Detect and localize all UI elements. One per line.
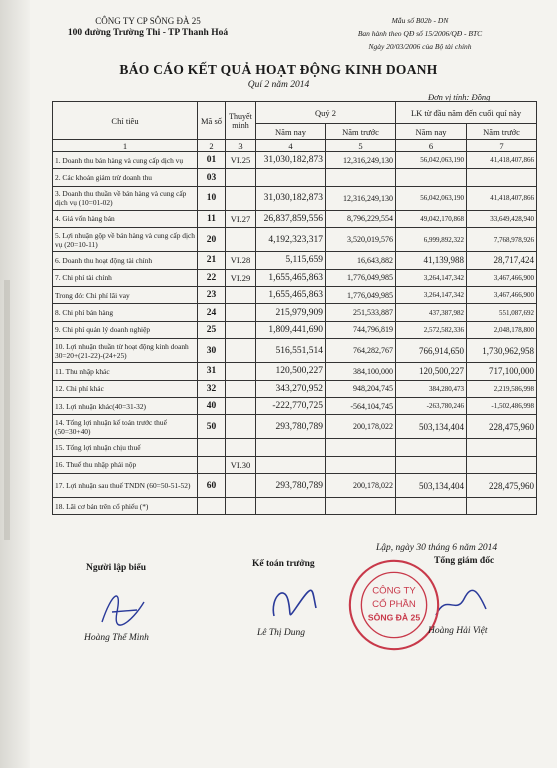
value-ytd-last-year: 3,467,466,900 bbox=[467, 286, 537, 303]
value-ytd-last-year: 717,100,000 bbox=[467, 363, 537, 380]
value-ytd-this-year: 41,139,988 bbox=[396, 252, 467, 269]
table-row bbox=[53, 152, 537, 169]
table-row bbox=[53, 286, 537, 303]
row-code: 30 bbox=[198, 339, 226, 363]
table-row bbox=[53, 415, 537, 439]
row-description: 7. Chi phí tài chính bbox=[53, 269, 198, 286]
value-q2-this-year: 31,030,182,873 bbox=[256, 186, 326, 210]
value-ytd-this-year bbox=[396, 169, 467, 186]
column-index: 6 bbox=[396, 140, 467, 152]
row-note bbox=[226, 286, 256, 303]
value-q2-this-year bbox=[256, 456, 326, 473]
row-description: 5. Lợi nhuận gộp về bán hàng và cung cấp dịch vụ (20=10-11) bbox=[53, 228, 198, 252]
seal-line-2: CỔ PHẦN bbox=[372, 598, 416, 610]
value-ytd-last-year: 2,219,586,998 bbox=[467, 380, 537, 397]
column-index: 3 bbox=[226, 140, 256, 152]
row-note bbox=[226, 186, 256, 210]
value-ytd-this-year bbox=[396, 439, 467, 456]
accountant-name: Lê Thị Dung bbox=[257, 628, 306, 638]
row-note: VI.30 bbox=[226, 456, 256, 473]
value-ytd-last-year bbox=[467, 169, 537, 186]
value-ytd-this-year: 120,500,227 bbox=[396, 363, 467, 380]
row-code: 20 bbox=[198, 228, 226, 252]
row-note bbox=[226, 498, 256, 515]
row-code: 31 bbox=[198, 363, 226, 380]
row-description: 17. Lợi nhuận sau thuế TNDN (60=50-51-52) bbox=[53, 474, 198, 498]
value-q2-this-year: 4,192,323,317 bbox=[256, 228, 326, 252]
table-row bbox=[53, 321, 537, 338]
value-q2-last-year: 200,178,022 bbox=[326, 415, 396, 439]
row-code: 40 bbox=[198, 397, 226, 414]
value-q2-last-year: 1,776,049,985 bbox=[326, 286, 396, 303]
company-seal bbox=[346, 557, 442, 653]
header-chi-tieu: Chỉ tiêu bbox=[53, 102, 198, 140]
director-title: Tổng giám đốc bbox=[434, 556, 495, 566]
value-q2-this-year: 1,655,465,863 bbox=[256, 269, 326, 286]
value-ytd-last-year: 41,418,407,866 bbox=[467, 186, 537, 210]
column-index: 7 bbox=[467, 140, 537, 152]
value-q2-this-year: 343,270,952 bbox=[256, 380, 326, 397]
report-title: BÁO CÁO KẾT QUẢ HOẠT ĐỘNG KINH DOANH bbox=[119, 62, 438, 77]
value-ytd-this-year: 56,042,063,190 bbox=[396, 152, 467, 169]
company-name: CÔNG TY CP SÔNG ĐÀ 25 bbox=[95, 16, 201, 26]
table-row bbox=[53, 439, 537, 456]
header-luy-ke: LK từ đầu năm đến cuối quí này bbox=[396, 102, 537, 124]
row-note: VI.29 bbox=[226, 269, 256, 286]
row-description: 10. Lợi nhuận thuần từ hoạt động kinh doanh 30=20+(21-22)-(24+25) bbox=[53, 339, 198, 363]
value-ytd-last-year: 228,475,960 bbox=[467, 474, 537, 498]
value-q2-last-year bbox=[326, 456, 396, 473]
header-ma-so: Mã số bbox=[198, 102, 226, 140]
row-note bbox=[226, 474, 256, 498]
value-q2-this-year: 293,780,789 bbox=[256, 415, 326, 439]
value-ytd-last-year: 41,418,407,866 bbox=[467, 152, 537, 169]
row-code: 01 bbox=[198, 152, 226, 169]
seal-line-3: SÔNG ĐÀ 25 bbox=[367, 612, 421, 623]
row-code bbox=[198, 498, 226, 515]
value-q2-this-year bbox=[256, 498, 326, 515]
row-description: 12. Chi phí khác bbox=[53, 380, 198, 397]
value-q2-last-year: -564,104,745 bbox=[326, 397, 396, 414]
value-ytd-this-year: 3,264,147,342 bbox=[396, 286, 467, 303]
value-q2-last-year: 200,178,022 bbox=[326, 474, 396, 498]
currency-unit: Đơn vị tính: Đồng bbox=[428, 92, 491, 102]
value-ytd-this-year: 6,999,892,322 bbox=[396, 228, 467, 252]
value-ytd-this-year: 49,042,170,868 bbox=[396, 210, 467, 227]
form-reference bbox=[320, 14, 520, 53]
report-period: Quí 2 năm 2014 bbox=[247, 80, 310, 90]
value-ytd-last-year: 228,475,960 bbox=[467, 415, 537, 439]
header-lk-nam-nay: Năm nay bbox=[396, 124, 467, 140]
table-row bbox=[53, 456, 537, 473]
row-note bbox=[226, 415, 256, 439]
value-q2-this-year: 516,551,514 bbox=[256, 339, 326, 363]
table-row bbox=[53, 252, 537, 269]
row-code: 21 bbox=[198, 252, 226, 269]
table-row bbox=[53, 228, 537, 252]
value-q2-this-year: 26,837,859,556 bbox=[256, 210, 326, 227]
table-row bbox=[53, 363, 537, 380]
row-note bbox=[226, 380, 256, 397]
value-ytd-last-year: 33,649,428,940 bbox=[467, 210, 537, 227]
page-binding-edge bbox=[0, 0, 30, 768]
row-description: 13. Lợi nhuận khác(40=31-32) bbox=[53, 397, 198, 414]
row-code: 10 bbox=[198, 186, 226, 210]
value-q2-this-year: -222,770,725 bbox=[256, 397, 326, 414]
company-header bbox=[48, 16, 248, 38]
row-code: 25 bbox=[198, 321, 226, 338]
value-q2-this-year bbox=[256, 169, 326, 186]
row-note: VI.28 bbox=[226, 252, 256, 269]
value-ytd-last-year bbox=[467, 439, 537, 456]
value-ytd-this-year: 56,042,063,190 bbox=[396, 186, 467, 210]
table-row bbox=[53, 380, 537, 397]
row-description: 3. Doanh thu thuần về bán hàng và cung cấp dịch vụ (10=01-02) bbox=[53, 186, 198, 210]
company-address: 100 đường Trường Thi - TP Thanh Hoá bbox=[67, 28, 229, 38]
header-nam-nay: Năm nay bbox=[256, 124, 326, 140]
preparer-title: Người lập biểu bbox=[86, 563, 147, 573]
value-q2-last-year bbox=[326, 439, 396, 456]
value-ytd-this-year: 503,134,404 bbox=[396, 474, 467, 498]
value-ytd-last-year: 28,717,424 bbox=[467, 252, 537, 269]
row-note: VI.27 bbox=[226, 210, 256, 227]
table-row bbox=[53, 498, 537, 515]
value-q2-this-year: 293,780,789 bbox=[256, 474, 326, 498]
value-q2-this-year: 31,030,182,873 bbox=[256, 152, 326, 169]
table-row bbox=[53, 186, 537, 210]
row-code: 24 bbox=[198, 304, 226, 321]
value-ytd-last-year: 7,768,978,926 bbox=[467, 228, 537, 252]
row-note bbox=[226, 363, 256, 380]
value-q2-last-year: 1,776,049,985 bbox=[326, 269, 396, 286]
value-q2-this-year: 5,115,659 bbox=[256, 252, 326, 269]
accountant-title: Kế toán trưởng bbox=[252, 559, 315, 569]
value-q2-last-year: 251,533,887 bbox=[326, 304, 396, 321]
value-ytd-this-year: 3,264,147,342 bbox=[396, 269, 467, 286]
row-code: 11 bbox=[198, 210, 226, 227]
table-row bbox=[53, 474, 537, 498]
column-index: 5 bbox=[326, 140, 396, 152]
value-q2-last-year: 948,204,745 bbox=[326, 380, 396, 397]
row-code: 23 bbox=[198, 286, 226, 303]
table-body bbox=[53, 152, 537, 515]
row-description: 18. Lãi cơ bản trên cổ phiếu (*) bbox=[53, 498, 198, 515]
value-ytd-last-year: 2,048,178,800 bbox=[467, 321, 537, 338]
table-row bbox=[53, 269, 537, 286]
row-code: 60 bbox=[198, 474, 226, 498]
header-nam-truoc: Năm trước bbox=[326, 124, 396, 140]
row-note bbox=[226, 304, 256, 321]
header-thuyet-minh: Thuyết minh bbox=[226, 102, 256, 140]
report-date: Lập, ngày 30 tháng 6 năm 2014 bbox=[376, 543, 498, 553]
value-q2-last-year bbox=[326, 498, 396, 515]
row-note: VI.25 bbox=[226, 152, 256, 169]
value-ytd-last-year: 551,087,692 bbox=[467, 304, 537, 321]
header-lk-nam-truoc: Năm trước bbox=[467, 124, 537, 140]
row-code: 22 bbox=[198, 269, 226, 286]
value-q2-this-year: 1,809,441,690 bbox=[256, 321, 326, 338]
preparer-signature bbox=[92, 582, 152, 630]
value-ytd-last-year: 3,467,466,900 bbox=[467, 269, 537, 286]
value-ytd-this-year: 437,387,982 bbox=[396, 304, 467, 321]
seal-line-1: CÔNG TY bbox=[372, 585, 416, 597]
row-description: 2. Các khoản giảm trừ doanh thu bbox=[53, 169, 198, 186]
row-description: 15. Tổng lợi nhuận chịu thuế bbox=[53, 439, 198, 456]
value-ytd-last-year: -1,502,486,998 bbox=[467, 397, 537, 414]
table-row bbox=[53, 339, 537, 363]
binding-mark bbox=[4, 280, 10, 540]
row-description: 9. Chi phí quản lý doanh nghiệp bbox=[53, 321, 198, 338]
row-code bbox=[198, 456, 226, 473]
value-ytd-this-year bbox=[396, 456, 467, 473]
value-q2-last-year: 16,643,882 bbox=[326, 252, 396, 269]
value-q2-last-year: 8,796,229,554 bbox=[326, 210, 396, 227]
value-ytd-this-year: 2,572,582,336 bbox=[396, 321, 467, 338]
value-q2-last-year bbox=[326, 169, 396, 186]
value-q2-last-year: 744,796,819 bbox=[326, 321, 396, 338]
row-description: 14. Tổng lợi nhuận kế toán trước thuế (50=30+40) bbox=[53, 415, 198, 439]
row-note bbox=[226, 169, 256, 186]
row-code bbox=[198, 439, 226, 456]
value-ytd-this-year bbox=[396, 498, 467, 515]
form-code: Mẫu số B02b - DN bbox=[391, 16, 449, 25]
value-q2-this-year: 215,979,909 bbox=[256, 304, 326, 321]
row-code: 32 bbox=[198, 380, 226, 397]
row-description: 6. Doanh thu hoạt động tài chính bbox=[53, 252, 198, 269]
column-index-row bbox=[53, 140, 537, 152]
table-row bbox=[53, 304, 537, 321]
value-ytd-last-year bbox=[467, 456, 537, 473]
row-code: 50 bbox=[198, 415, 226, 439]
row-description: 1. Doanh thu bán hàng và cung cấp dịch vụ bbox=[53, 152, 198, 169]
value-ytd-this-year: 384,280,473 bbox=[396, 380, 467, 397]
value-ytd-this-year: -263,780,246 bbox=[396, 397, 467, 414]
table-row bbox=[53, 397, 537, 414]
value-q2-this-year: 1,655,465,863 bbox=[256, 286, 326, 303]
row-description: 11. Thu nhập khác bbox=[53, 363, 198, 380]
value-ytd-this-year: 766,914,650 bbox=[396, 339, 467, 363]
row-description: 16. Thuế thu nhập phải nộp bbox=[53, 456, 198, 473]
row-description: Trong đó: Chi phí lãi vay bbox=[53, 286, 198, 303]
column-index: 4 bbox=[256, 140, 326, 152]
row-code: 03 bbox=[198, 169, 226, 186]
value-q2-this-year: 120,500,227 bbox=[256, 363, 326, 380]
value-q2-this-year bbox=[256, 439, 326, 456]
value-q2-last-year: 12,316,249,130 bbox=[326, 152, 396, 169]
value-ytd-last-year bbox=[467, 498, 537, 515]
value-ytd-last-year: 1,730,962,958 bbox=[467, 339, 537, 363]
value-q2-last-year: 764,282,767 bbox=[326, 339, 396, 363]
form-decision: Ban hành theo QĐ số 15/2006/QĐ - BTC bbox=[357, 29, 483, 38]
row-note bbox=[226, 321, 256, 338]
column-index: 1 bbox=[53, 140, 198, 152]
table-row bbox=[53, 169, 537, 186]
row-note bbox=[226, 439, 256, 456]
table-row bbox=[53, 210, 537, 227]
value-q2-last-year: 384,100,000 bbox=[326, 363, 396, 380]
row-description: 4. Giá vốn hàng bán bbox=[53, 210, 198, 227]
accountant-signature bbox=[262, 578, 322, 626]
income-statement-table bbox=[52, 101, 537, 515]
row-description: 8. Chi phí bán hàng bbox=[53, 304, 198, 321]
director-name: Hoàng Hải Việt bbox=[428, 626, 488, 636]
preparer-name: Hoàng Thế Minh bbox=[84, 633, 149, 643]
value-q2-last-year: 12,316,249,130 bbox=[326, 186, 396, 210]
form-date: Ngày 20/03/2006 của Bộ tài chính bbox=[368, 42, 472, 51]
row-note bbox=[226, 339, 256, 363]
value-q2-last-year: 3,520,019,576 bbox=[326, 228, 396, 252]
row-note bbox=[226, 397, 256, 414]
column-index: 2 bbox=[198, 140, 226, 152]
row-note bbox=[226, 228, 256, 252]
value-ytd-this-year: 503,134,404 bbox=[396, 415, 467, 439]
header-quy: Quý 2 bbox=[256, 102, 396, 124]
